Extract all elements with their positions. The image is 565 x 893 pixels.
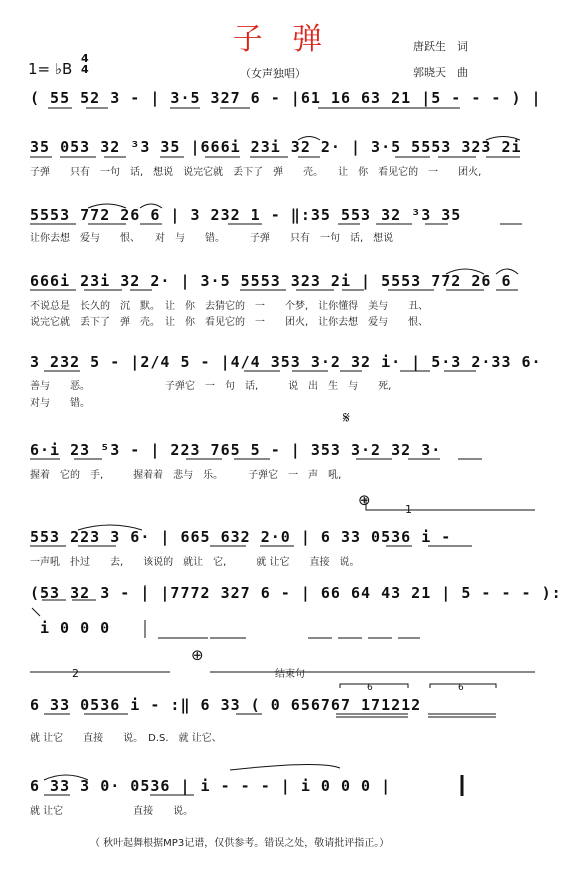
lyrics-row-5a: 善与 恶。 子弹它 一 句 话, 说 出 生 与 死,	[30, 381, 392, 392]
lyrics-row-3: 让你去想 爱与 恨、 对 与 错。 子弹 只有 一句 话, 想说	[30, 233, 394, 244]
volta-1-label: 1	[405, 503, 412, 516]
score-row-7: 553 223 3 6· | 665 632 2·0 | 6 33 0536 i -	[30, 528, 452, 546]
segno-sign: 𝄋	[343, 408, 350, 427]
coda-sign-1: ⊕	[358, 491, 371, 509]
song-title: 子 弹	[232, 22, 333, 57]
time-signature: 4 4	[81, 52, 89, 76]
lyrics-row-10: 就 让它 直接 说。	[30, 806, 194, 817]
score-row-2: 35 053 32 ³3 35 |666i 23i 32 2· | 3·5 5553 323 2i	[30, 138, 522, 156]
lyrics-row-6: 握着 它的 手, 握着着 悲与 乐。 子弹它 一 声 吼,	[30, 470, 342, 481]
score-row-9: 6 33 0536 i - :‖ 6 33 ( 0 656767 171212	[30, 696, 422, 714]
lyrics-row-2: 子弹 只有 一句 话, 想说 说完它就 丢下了 弹 壳。 让 你 看见它的 一 团火,	[30, 167, 482, 178]
performance-note: （女声独唱）	[240, 67, 306, 80]
coda-sign-2: ⊕	[191, 646, 204, 664]
score-row-10: 6 33 3 0· 0536 | i - - - | i 0 0 0 |	[30, 777, 392, 795]
score-row-3: 5553 772 26 6 | 3 232 1 - ‖:35 553 32 ³3 35	[30, 206, 462, 224]
ending-label: 结束句	[275, 669, 305, 680]
score-row-5: 3 232 5 - |2/4 5 - |4/4 353 3·2 32 i· | 5·3 2·33 6·	[30, 353, 542, 371]
lyrics-row-7: 一声吼 扑过 去, 该说的 就让 它, 就 让它 直接 说。	[30, 557, 360, 568]
volta-2-label: 2	[72, 667, 79, 680]
key-signature: 1= ♭B	[28, 60, 73, 78]
footer-note: （ 秋叶起舞根据MP3记谱，仅供参考。错误之处，敬请批评指正。）	[90, 838, 390, 849]
triplet-mark-2: 6	[458, 683, 464, 693]
lyrics-row-5b: 对与 错。	[30, 398, 90, 409]
score-row-6: 6·i 23 ⁵3 - | 223 765 5 - | 353 3·2 32 3·	[30, 441, 442, 459]
composer-credit: 郭晓天 曲	[413, 66, 468, 79]
score-row-4: 666i 23i 32 2· | 3·5 5553 323 2i | 5553 772 26 6	[30, 272, 512, 290]
score-row-8: (53 32 3 - | |7772 327 6 - | 66 64 43 21 | 5 - - - ):	[30, 584, 562, 602]
lyrics-row-9: 就 让它 直接 说。 D.S. 就 让它、	[30, 733, 222, 744]
lyrics-row-4b: 说完它就 丢下了 弹 壳。 让 你 看见它的 一 团火, 让你去想 爱与 恨、	[30, 317, 429, 328]
score-row-1: ( 55 52 3 - | 3·5 327 6 - |61 16 63 21 |5 - - - ) |	[30, 89, 542, 107]
lyricist-credit: 唐跃生 词	[413, 40, 468, 53]
triplet-mark-1: 6	[367, 683, 373, 693]
score-row-8-lower: i 0 0 0	[40, 619, 111, 637]
lyrics-row-4a: 不说总是 长久的 沉 默。 让 你 去猜它的 一 个梦, 让你懂得 美与 丑、	[30, 301, 429, 312]
